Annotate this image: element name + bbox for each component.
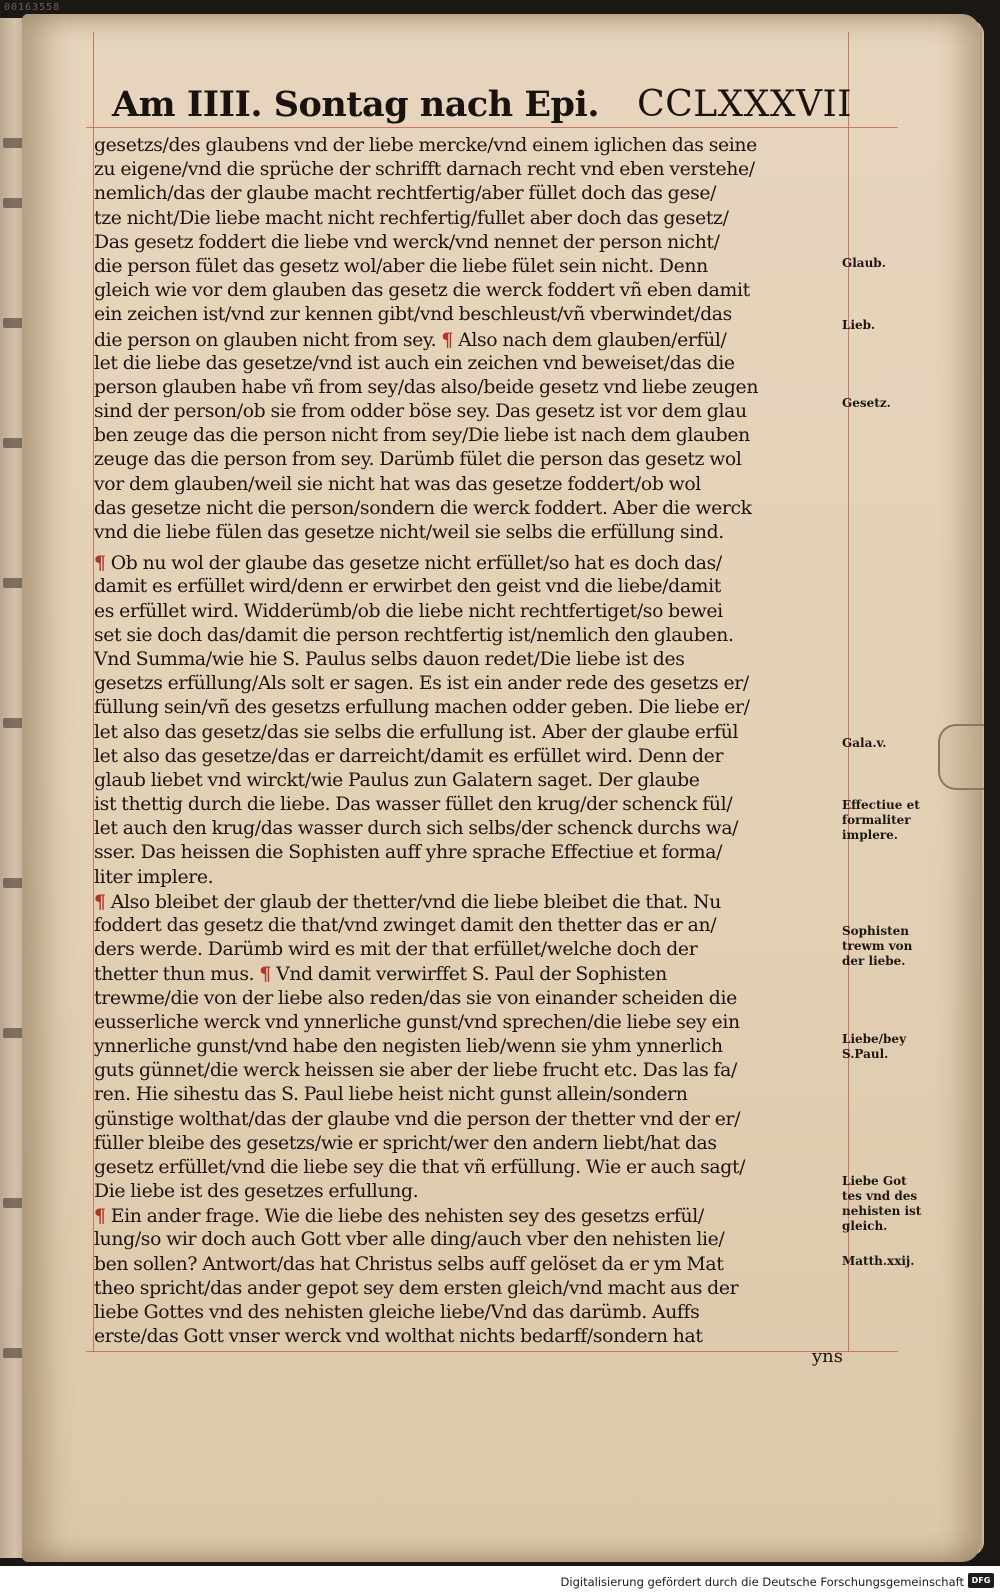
line-text: lung/so wir doch auch Gott vber alle ding/auch vber den nehisten lie/ bbox=[94, 1229, 725, 1251]
text-line bbox=[94, 182, 846, 206]
facing-page-fragment bbox=[3, 1198, 23, 1208]
text-line bbox=[94, 1035, 846, 1059]
text-line bbox=[94, 1204, 846, 1228]
line-text: es erfüllet wird. Widderümb/ob die liebe nicht rechtfertiget/so bewei bbox=[94, 600, 723, 622]
line-text: füllung sein/vñ des gesetzs erfullung machen odder geben. Die liebe er/ bbox=[94, 697, 750, 719]
margin-note: Effectiue et formaliter implere. bbox=[842, 798, 920, 842]
line-text: let also das gesetze/das er darreicht/damit es erfüllet wird. Denn der bbox=[94, 745, 724, 767]
text-line bbox=[94, 279, 846, 303]
text-line bbox=[94, 424, 846, 448]
text-line bbox=[94, 134, 846, 158]
line-text: let auch den krug/das wasser durch sich selbs/der schenck durchs wa/ bbox=[94, 818, 739, 840]
running-title: Am IIII. Sontag nach Epi. bbox=[112, 84, 600, 125]
text-line bbox=[94, 1083, 846, 1107]
line-text: sser. Das heissen die Sophisten auff yhre sprache Effectiue et forma/ bbox=[94, 842, 723, 864]
text-line bbox=[94, 303, 846, 327]
dfg-logo: DFG bbox=[968, 1573, 994, 1588]
line-text: let die liebe das gesetze/vnd ist auch ein zeichen vnd beweiset/das die bbox=[94, 352, 735, 374]
text-line bbox=[94, 1180, 846, 1204]
text-line bbox=[94, 648, 846, 672]
text-line bbox=[94, 769, 846, 793]
line-text: trewme/die von der liebe also reden/das sie von einander scheiden die bbox=[94, 987, 737, 1009]
line-text: liter implere. bbox=[94, 866, 214, 888]
margin-note: Glaub. bbox=[842, 256, 886, 270]
margin-note: Liebe/bey S.Paul. bbox=[842, 1032, 907, 1061]
text-line bbox=[94, 207, 846, 231]
text-line bbox=[94, 1253, 846, 1277]
text-line bbox=[94, 448, 846, 472]
line-text: günstige wolthat/das der glaube vnd die person der thetter vnd der er/ bbox=[94, 1108, 741, 1130]
facing-page-fragment bbox=[3, 1028, 23, 1038]
line-text: Also nach dem glauben/erfül/ bbox=[453, 329, 727, 351]
text-line bbox=[94, 255, 846, 279]
pilcrow-mark: ¶ bbox=[259, 963, 272, 986]
facing-page-fragment bbox=[3, 878, 23, 888]
text-line bbox=[94, 696, 846, 720]
line-text: nemlich/das der glaube macht rechtfertig/aber füllet doch das gese/ bbox=[94, 183, 717, 205]
text-line bbox=[94, 1277, 846, 1301]
text-line bbox=[94, 793, 846, 817]
text-line bbox=[94, 1301, 846, 1325]
text-line bbox=[94, 1325, 846, 1349]
line-text: tze nicht/Die liebe macht nicht rechfertig/fullet aber doch das gesetz/ bbox=[94, 207, 729, 229]
text-line bbox=[94, 721, 846, 745]
text-line bbox=[94, 1108, 846, 1132]
margin-note: Lieb. bbox=[842, 318, 876, 332]
text-line bbox=[94, 231, 846, 255]
pilcrow-mark: ¶ bbox=[94, 890, 106, 913]
line-text: ein zeichen ist/vnd zur kennen gibt/vnd beschleust/vñ vberwindet/das bbox=[94, 304, 732, 326]
text-line bbox=[94, 745, 846, 769]
line-text: füller bleibe des gesetzs/wie er spricht/wer den andern liebt/hat das bbox=[94, 1132, 717, 1154]
line-text: let also das gesetz/das sie selbs die erfullung ist. Aber der glaube erfül bbox=[94, 721, 739, 743]
line-text: Ob nu wol der glaube das gesetze nicht erfüllet/so hat es doch das/ bbox=[105, 553, 722, 575]
folio-number: CCLXXXVII bbox=[637, 84, 852, 125]
line-text: zeuge das die person from sey. Darümb fület die person das gesetz wol bbox=[94, 449, 742, 471]
line-text: glaub liebet vnd wirckt/wie Paulus zun Galatern saget. Der glaube bbox=[94, 769, 700, 791]
line-text: die person fület das gesetz wol/aber die liebe fület sein nicht. Denn bbox=[94, 255, 708, 277]
line-text: ders werde. Darümb wird es mit der that erfüllet/welche doch der bbox=[94, 939, 698, 961]
text-line bbox=[94, 1059, 846, 1083]
text-line bbox=[94, 672, 846, 696]
text-line bbox=[94, 1132, 846, 1156]
line-text: gesetzs/des glaubens vnd der liebe mercke/vnd einem iglichen das seine bbox=[94, 135, 757, 156]
text-line bbox=[94, 551, 846, 575]
margin-note: Sophisten trewm von der liebe. bbox=[842, 924, 913, 968]
text-line bbox=[94, 817, 846, 841]
text-line bbox=[94, 914, 846, 938]
facing-page-fragment bbox=[3, 578, 23, 588]
facing-page-fragment bbox=[3, 718, 23, 728]
facing-page-fragment bbox=[3, 1348, 23, 1358]
facing-page-fragment bbox=[3, 438, 23, 448]
line-text: foddert das gesetz die that/vnd zwinget damit den thetter das er an/ bbox=[94, 915, 717, 936]
text-line bbox=[94, 890, 846, 914]
text-line bbox=[94, 962, 846, 986]
pilcrow-mark: ¶ bbox=[441, 328, 454, 351]
line-text: gleich wie vor dem glauben das gesetz die werck foddert vñ eben damit bbox=[94, 280, 750, 302]
line-text: thetter thun mus. bbox=[94, 964, 260, 986]
text-line bbox=[94, 624, 846, 648]
text-line bbox=[94, 400, 846, 424]
book-page bbox=[22, 14, 980, 1562]
line-text: vnd die liebe fülen das gesetze nicht/weil sie selbs die erfüllung sind. bbox=[94, 522, 724, 543]
facing-page-fragment bbox=[3, 138, 23, 148]
body-text bbox=[94, 134, 846, 1349]
line-text: Vnd damit verwirffet S. Paul der Sophisten bbox=[271, 964, 667, 986]
text-line bbox=[94, 158, 846, 182]
footer-bar bbox=[0, 1566, 1000, 1596]
margin-note: Liebe Got tes vnd des nehisten ist gleich. bbox=[842, 1174, 922, 1233]
line-text: ren. Hie sihestu das S. Paul liebe heist nicht gunst allein/sondern bbox=[94, 1084, 688, 1106]
line-text: person glauben habe vñ from sey/das also/beide gesetz vnd liebe zeugen bbox=[94, 376, 759, 398]
margin-note: Gala.v. bbox=[842, 736, 887, 750]
line-text: sind der person/ob sie from odder böse sey. Das gesetz ist vor dem glau bbox=[94, 401, 747, 423]
line-text: guts günnet/die werck heissen sie aber der liebe frucht etc. Das las fa/ bbox=[94, 1060, 737, 1082]
line-text: set sie doch das/damit die person rechtfertig ist/nemlich den glauben. bbox=[94, 624, 734, 646]
text-line bbox=[94, 841, 846, 865]
line-text: eusserliche werck vnd ynnerliche gunst/vnd sprechen/die liebe sey ein bbox=[94, 1011, 740, 1033]
line-text: theo spricht/das ander gepot sey dem ersten gleich/vnd macht aus der bbox=[94, 1277, 739, 1299]
line-text: die person on glauben nicht from sey. bbox=[94, 329, 442, 351]
line-text: zu eigene/vnd die sprüche der schrifft darnach recht vnd eben verstehe/ bbox=[94, 159, 755, 181]
scan-id: 00163558 bbox=[4, 2, 61, 13]
text-line bbox=[94, 521, 846, 545]
line-text: damit es erfüllet wird/denn er erwirbet den geist vnd die liebe/damit bbox=[94, 576, 721, 598]
text-line bbox=[94, 328, 846, 352]
line-text: ben zeuge das die person nicht from sey/Die liebe ist nach dem glauben bbox=[94, 425, 750, 447]
text-line bbox=[94, 987, 846, 1011]
text-line bbox=[94, 352, 846, 376]
line-text: ben sollen? Antwort/das hat Christus selbs auff gelöset da er ym Mat bbox=[94, 1253, 724, 1275]
line-text: Ein ander frage. Wie die liebe des nehisten sey des gesetzs erfül/ bbox=[105, 1206, 704, 1228]
text-line bbox=[94, 376, 846, 400]
funding-credit: Digitalisierung gefördert durch die Deutsche Forschungsgemeinschaft bbox=[560, 1575, 964, 1589]
line-text: ynnerliche gunst/vnd habe den negisten lieb/wenn sie yhm ynnerlich bbox=[94, 1035, 723, 1057]
line-text: Also bleibet der glaub der thetter/vnd die liebe bleibet die that. Nu bbox=[105, 891, 721, 913]
line-text: Das gesetz foddert die liebe vnd werck/vnd nennet der person nicht/ bbox=[94, 231, 720, 253]
page-clip bbox=[938, 724, 984, 790]
line-text: gesetz erfüllet/vnd die liebe sey die that vñ erfüllung. Wie er auch sagt/ bbox=[94, 1156, 746, 1178]
text-line bbox=[94, 497, 846, 521]
line-text: gesetzs erfüllung/Als solt er sagen. Es ist ein ander rede des gesetzs er/ bbox=[94, 673, 749, 695]
line-text: liebe Gottes vnd des nehisten gleiche liebe/Vnd das darümb. Auffs bbox=[94, 1302, 700, 1323]
margin-note: Gesetz. bbox=[842, 396, 891, 410]
text-line bbox=[94, 1011, 846, 1035]
line-text: vor dem glauben/weil sie nicht hat was das gesetze foddert/ob wol bbox=[94, 473, 701, 495]
catchword: yns bbox=[812, 1346, 843, 1367]
line-text: erste/das Gott vnser werck vnd wolthat nichts bedarff/sondern hat bbox=[94, 1326, 703, 1348]
facing-page-fragment bbox=[3, 318, 23, 328]
text-line bbox=[94, 1228, 846, 1252]
line-text: das gesetze nicht die person/sondern die werck foddert. Aber die werck bbox=[94, 497, 752, 519]
pilcrow-mark: ¶ bbox=[94, 552, 106, 575]
text-line bbox=[94, 1156, 846, 1180]
pilcrow-mark: ¶ bbox=[94, 1205, 106, 1228]
line-text: Vnd Summa/wie hie S. Paulus selbs dauon redet/Die liebe ist des bbox=[94, 648, 685, 670]
red-rule-right bbox=[848, 32, 849, 1352]
line-text: ist thettig durch die liebe. Das wasser füllet den krug/der schenck fül/ bbox=[94, 794, 733, 816]
line-text: Die liebe ist des gesetzes erfullung. bbox=[94, 1181, 419, 1203]
facing-page-fragment bbox=[3, 198, 23, 208]
text-line bbox=[94, 575, 846, 599]
text-line bbox=[94, 473, 846, 497]
text-line bbox=[94, 600, 846, 624]
text-line bbox=[94, 866, 846, 890]
page-header bbox=[112, 84, 852, 128]
red-rule-bottom bbox=[86, 1351, 898, 1352]
text-line bbox=[94, 938, 846, 962]
margin-note: Matth.xxij. bbox=[842, 1254, 915, 1268]
